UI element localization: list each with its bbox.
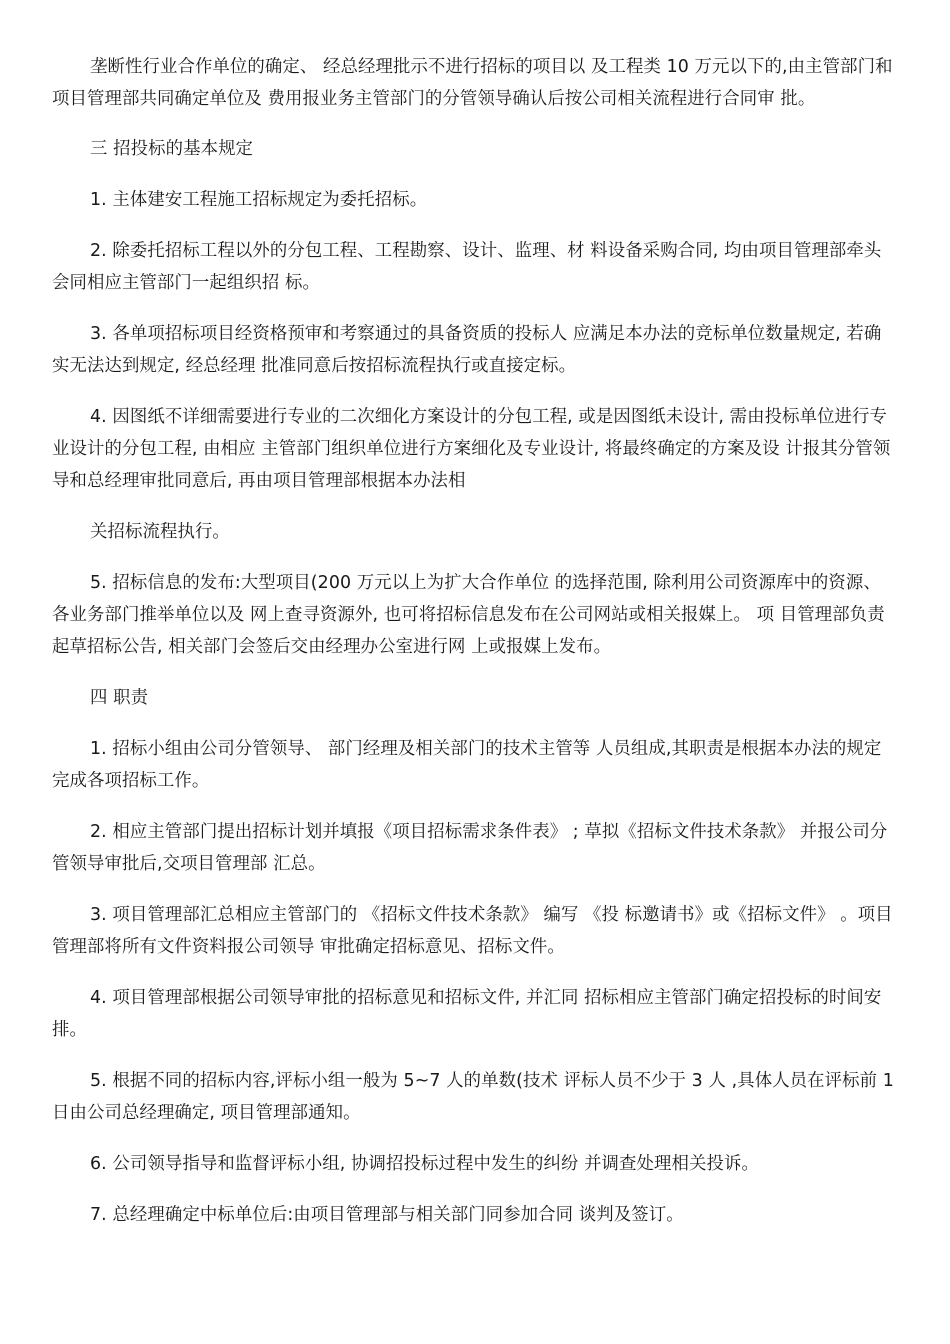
section-heading-basic-rules: 三 招投标的基本规定 [90, 139, 254, 159]
duty-item-7: 7. 总经理确定中标单位后:由项目管理部与相关部门同参加合同 谈判及签订。 [90, 1205, 684, 1225]
rule-item-4-continued: 关招标流程执行。 [90, 522, 230, 542]
duty-item-1: 1. 招标小组由公司分管领导、 部门经理及相关部门的技术主管等 人员组成,其职责是根据本办法的规定完成各项招标工作。 [52, 739, 882, 791]
rule-item-5: 5. 招标信息的发布:大型项目(200 万元以上为扩大合作单位 的选择范围, 除利用公司资源库中的资源、 各业务部门推举单位以及 网上查寻资源外, 也可将招标信息发布在公司网站或相关报媒上。 项 目管理部负责起草招标公告, 相关部门会签后交由经理办公室进行网 上或报媒上发布。 [52, 573, 885, 657]
duty-item-5: 5. 根据不同的招标内容,评标小组一般为 5~7 人的单数(技术 评标人员不少于 3 人 ,具体人员在评标前 1 日由公司总经理确定, 项目管理部通知。 [52, 1071, 894, 1123]
duty-item-2: 2. 相应主管部门提出招标计划并填报《项目招标需求条件表》 ; 草拟《招标文件技术条款》 并报公司分管领导审批后,交项目管理部 汇总。 [52, 822, 888, 874]
document-page [52, 51, 898, 1231]
rule-item-4: 4. 因图纸不详细需要进行专业的二次细化方案设计的分包工程, 或是因图纸未设计, 需由投标单位进行专业设计的分包工程, 由相应 主管部门组织单位进行方案细化及专业设计, 将最终确定的方案及设 计报其分管领导和总经理审批同意后, 再由项目管理部根据本办法相 [52, 407, 891, 491]
rule-item-2: 2. 除委托招标工程以外的分包工程、工程勘察、设计、监理、材 料设备采购合同, 均由项目管理部牵头会同相应主管部门一起组织招 标。 [52, 241, 882, 293]
duty-item-6: 6. 公司领导指导和监督评标小组, 协调招投标过程中发生的纠纷 并调查处理相关投诉。 [90, 1154, 759, 1174]
duty-item-4: 4. 项目管理部根据公司领导审批的招标意见和招标文件, 并汇同 招标相应主管部门确定招投标的时间安排。 [52, 988, 882, 1040]
rule-item-3: 3. 各单项招标项目经资格预审和考察通过的具备资质的投标人 应满足本办法的竞标单位数量规定, 若确实无法达到规定, 经总经理 批准同意后按招标流程执行或直接定标。 [52, 324, 882, 376]
duty-item-3: 3. 项目管理部汇总相应主管部门的 《招标文件技术条款》 编写 《投 标邀请书》或《招标文件》 。项目管理部将所有文件资料报公司领导 审批确定招标意见、招标文件。 [52, 905, 893, 957]
rule-item-1: 1. 主体建安工程施工招标规定为委托招标。 [90, 190, 428, 210]
section-heading-duties: 四 职责 [90, 688, 149, 708]
paragraph-intro: 垄断性行业合作单位的确定、 经总经理批示不进行招标的项目以 及工程类 10 万元以下的,由主管部门和项目管理部共同确定单位及 费用报业务主管部门的分管领导确认后按公司相关流程进行合同审 批。 [52, 57, 893, 109]
